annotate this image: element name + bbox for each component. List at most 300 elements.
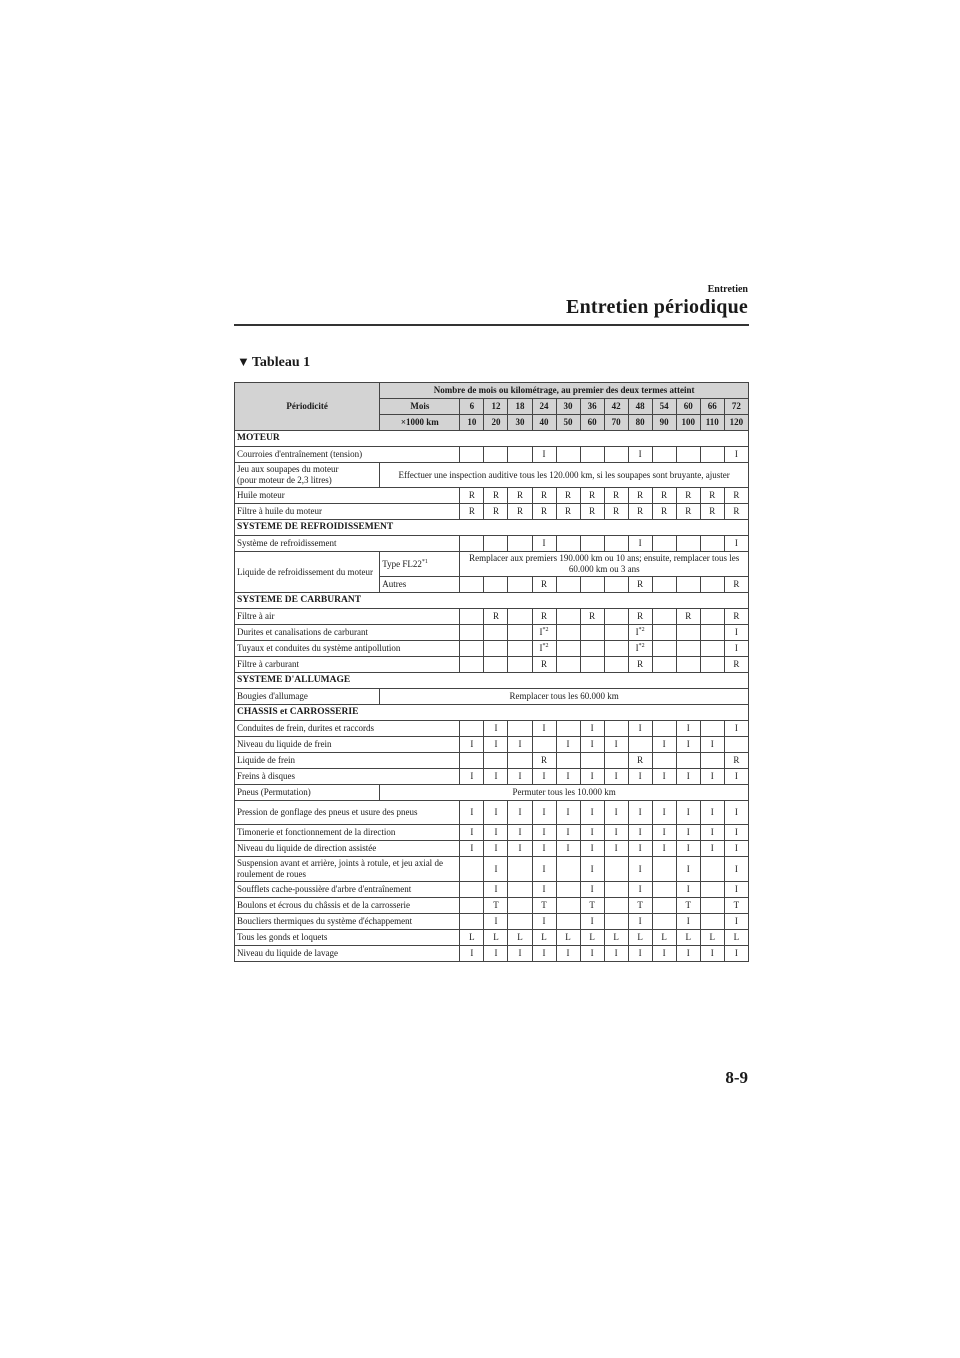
interval-cell	[508, 857, 532, 882]
item-label: Boulons et écrous du châssis et de la carrosserie	[235, 898, 460, 914]
interval-cell: T	[532, 898, 556, 914]
interval-cell: I	[484, 721, 508, 737]
interval-cell: I	[460, 801, 484, 825]
interval-cell	[580, 657, 604, 673]
header-row	[235, 383, 749, 399]
interval-cell	[460, 641, 484, 657]
interval-cell: R	[628, 577, 652, 593]
interval-cell: I	[628, 857, 652, 882]
interval-cell: I	[628, 769, 652, 785]
interval-cell: I	[460, 737, 484, 753]
months-value: 30	[556, 399, 580, 415]
interval-cell	[652, 447, 676, 463]
interval-cell	[676, 536, 700, 552]
interval-cell: I	[700, 769, 724, 785]
interval-cell	[508, 721, 532, 737]
interval-cell	[556, 625, 580, 641]
interval-cell: I	[604, 946, 628, 962]
interval-cell: I	[508, 769, 532, 785]
interval-cell: I	[484, 801, 508, 825]
interval-cell	[604, 577, 628, 593]
interval-cell: R	[532, 657, 556, 673]
interval-cell: I	[532, 447, 556, 463]
interval-cell: T	[484, 898, 508, 914]
interval-cell	[508, 625, 532, 641]
interval-cell	[532, 737, 556, 753]
months-value: 12	[484, 399, 508, 415]
interval-cell: R	[628, 488, 652, 504]
interval-cell	[508, 447, 532, 463]
km-value: 100	[676, 415, 700, 431]
section-row	[235, 705, 749, 721]
interval-cell	[556, 447, 580, 463]
section-row	[235, 520, 749, 536]
km-value: 120	[724, 415, 748, 431]
item-label: Durites et canalisations de carburant	[235, 625, 460, 641]
interval-cell: I	[652, 946, 676, 962]
item-label: Liquide de frein	[235, 753, 460, 769]
interval-cell: R	[508, 488, 532, 504]
interval-cell: I	[724, 625, 748, 641]
interval-cell	[700, 577, 724, 593]
months-label: Mois	[380, 399, 460, 415]
interval-cell	[652, 882, 676, 898]
interval-cell	[676, 753, 700, 769]
interval-cell: R	[724, 609, 748, 625]
interval-cell: R	[676, 488, 700, 504]
interval-cell	[604, 536, 628, 552]
interval-cell: I	[724, 769, 748, 785]
section-row	[235, 431, 749, 447]
interval-cell	[652, 898, 676, 914]
interval-cell: L	[484, 930, 508, 946]
interval-cell	[508, 609, 532, 625]
interval-cell: I	[532, 721, 556, 737]
interval-cell	[652, 625, 676, 641]
interval-cell: R	[580, 488, 604, 504]
interval-cell: I	[508, 946, 532, 962]
interval-cell: I	[556, 737, 580, 753]
interval-cell: I	[508, 801, 532, 825]
interval-cell	[724, 737, 748, 753]
item-label: Conduites de frein, durites et raccords	[235, 721, 460, 737]
section-title: SYSTEME D'ALLUMAGE	[235, 673, 749, 689]
interval-cell: I	[724, 825, 748, 841]
section-title: SYSTEME DE REFROIDISSEMENT	[235, 520, 749, 536]
interval-cell: I	[580, 946, 604, 962]
interval-cell: I	[724, 447, 748, 463]
section-title: SYSTEME DE CARBURANT	[235, 593, 749, 609]
interval-cell: R	[604, 504, 628, 520]
interval-cell: I	[532, 769, 556, 785]
interval-cell: R	[724, 657, 748, 673]
interval-cell: I	[628, 914, 652, 930]
interval-cell: I	[724, 801, 748, 825]
interval-cell	[700, 609, 724, 625]
km-value: 80	[628, 415, 652, 431]
item-label: Boucliers thermiques du système d'échappement	[235, 914, 460, 930]
interval-cell: L	[532, 930, 556, 946]
interval-cell	[556, 898, 580, 914]
interval-cell: R	[628, 657, 652, 673]
interval-cell	[580, 447, 604, 463]
interval-cell	[700, 447, 724, 463]
interval-cell: R	[508, 504, 532, 520]
interval-cell	[604, 641, 628, 657]
maintenance-table	[234, 382, 749, 962]
interval-cell	[460, 857, 484, 882]
table-row	[235, 930, 749, 946]
interval-cell: $I^{*2}$	[532, 625, 556, 641]
table-row	[235, 841, 749, 857]
footnote-marker: *2	[542, 627, 549, 633]
item-label: Liquide de refroidissement du moteur	[235, 552, 380, 593]
item-label: Soufflets cache-poussière d'arbre d'entraînement	[235, 882, 460, 898]
interval-cell	[676, 577, 700, 593]
months-value: 48	[628, 399, 652, 415]
page-number: 8-9	[725, 1068, 748, 1087]
interval-cell: I	[580, 882, 604, 898]
interval-cell	[556, 641, 580, 657]
interval-cell: L	[604, 930, 628, 946]
interval-cell	[460, 914, 484, 930]
interval-cell	[676, 625, 700, 641]
interval-cell: I	[508, 841, 532, 857]
interval-cell: R	[484, 504, 508, 520]
item-label: Jeu aux soupapes du moteur (pour moteur de 2,3 litres)	[235, 463, 380, 488]
interval-cell: I	[532, 825, 556, 841]
interval-cell: I	[460, 841, 484, 857]
item-label: Pneus (Permutation)	[235, 785, 380, 801]
interval-cell: R	[556, 504, 580, 520]
table-row	[235, 769, 749, 785]
interval-cell: L	[700, 930, 724, 946]
interval-cell: I	[676, 737, 700, 753]
interval-cell	[508, 577, 532, 593]
interval-cell: I	[460, 825, 484, 841]
interval-cell	[700, 898, 724, 914]
interval-cell	[604, 625, 628, 641]
interval-note: Permuter tous les 10.000 km	[380, 785, 749, 801]
interval-cell: L	[676, 930, 700, 946]
interval-cell: I	[580, 721, 604, 737]
interval-cell: T	[724, 898, 748, 914]
interval-cell: I	[580, 769, 604, 785]
interval-cell: R	[724, 488, 748, 504]
interval-cell: I	[676, 801, 700, 825]
interval-cell	[700, 914, 724, 930]
interval-cell	[580, 536, 604, 552]
interval-cell: I	[604, 801, 628, 825]
interval-cell	[604, 721, 628, 737]
interval-cell: I	[628, 447, 652, 463]
table-row	[235, 689, 749, 705]
interval-cell	[556, 657, 580, 673]
interval-cell: I	[556, 825, 580, 841]
interval-cell: T	[628, 898, 652, 914]
interval-cell	[604, 657, 628, 673]
table-row	[235, 801, 749, 825]
interval-cell: R	[556, 488, 580, 504]
periodicite-header: Périodicité	[235, 383, 380, 431]
interval-cell: L	[508, 930, 532, 946]
interval-cell	[556, 536, 580, 552]
interval-cell	[604, 753, 628, 769]
interval-cell: R	[724, 577, 748, 593]
interval-cell: I	[484, 825, 508, 841]
interval-cell: R	[652, 504, 676, 520]
interval-cell: I	[580, 857, 604, 882]
interval-cell	[484, 577, 508, 593]
item-label: Tous les gonds et loquets	[235, 930, 460, 946]
interval-cell: I	[676, 857, 700, 882]
months-value: 66	[700, 399, 724, 415]
footnote-marker: *1	[421, 558, 428, 565]
interval-cell: R	[532, 753, 556, 769]
interval-cell: L	[556, 930, 580, 946]
interval-cell	[628, 737, 652, 753]
km-value: 50	[556, 415, 580, 431]
item-label: Pression de gonflage des pneus et usure des pneus	[235, 801, 460, 825]
interval-cell: I	[508, 825, 532, 841]
interval-cell	[652, 657, 676, 673]
interval-cell	[700, 641, 724, 657]
interval-cell: R	[604, 488, 628, 504]
page-title: Entretien périodique	[566, 296, 748, 318]
item-label: Filtre à air	[235, 609, 460, 625]
interval-cell	[556, 753, 580, 769]
interval-cell	[556, 914, 580, 930]
interval-cell: R	[460, 504, 484, 520]
interval-cell	[484, 625, 508, 641]
interval-cell: I	[676, 769, 700, 785]
km-value: 10	[460, 415, 484, 431]
table-row	[235, 536, 749, 552]
interval-cell: I	[724, 914, 748, 930]
interval-cell: R	[532, 488, 556, 504]
item-label: Freins à disques	[235, 769, 460, 785]
km-value: 110	[700, 415, 724, 431]
interval-cell	[652, 641, 676, 657]
interval-cell: I	[604, 841, 628, 857]
interval-cell: R	[724, 753, 748, 769]
interval-cell	[484, 657, 508, 673]
interval-cell: I	[580, 914, 604, 930]
interval-cell: I	[700, 825, 724, 841]
interval-note: Remplacer aux premiers 190.000 km ou 10 ans; ensuite, remplacer tous les 60.000 km ou 3 ans	[460, 552, 749, 577]
item-label: Suspension avant et arrière, joints à rotule, et jeu axial de roulement de roues	[235, 857, 460, 882]
interval-cell: I	[484, 737, 508, 753]
interval-cell: I	[724, 857, 748, 882]
interval-cell	[460, 882, 484, 898]
interval-cell	[460, 577, 484, 593]
interval-cell: R	[700, 488, 724, 504]
interval-cell	[484, 753, 508, 769]
interval-cell: I	[628, 882, 652, 898]
interval-cell: I	[484, 914, 508, 930]
interval-cell	[460, 753, 484, 769]
interval-cell: $I^{*2}$	[628, 641, 652, 657]
interval-cell	[676, 447, 700, 463]
section-row	[235, 673, 749, 689]
interval-cell	[652, 857, 676, 882]
item-label: Courroies d'entraînement (tension)	[235, 447, 460, 463]
interval-cell: I	[700, 737, 724, 753]
km-value: 60	[580, 415, 604, 431]
interval-cell: I	[508, 737, 532, 753]
item-label: Huile moteur	[235, 488, 460, 504]
item-label: Timonerie et fonctionnement de la direction	[235, 825, 460, 841]
interval-cell	[508, 882, 532, 898]
interval-cell: I	[484, 769, 508, 785]
interval-cell: I	[628, 825, 652, 841]
interval-cell: I	[700, 946, 724, 962]
interval-cell	[460, 447, 484, 463]
interval-cell: I	[604, 825, 628, 841]
interval-cell	[604, 882, 628, 898]
interval-cell: I	[628, 721, 652, 737]
table-row	[235, 721, 749, 737]
interval-cell: L	[652, 930, 676, 946]
interval-cell: T	[580, 898, 604, 914]
interval-cell	[460, 657, 484, 673]
triangle-down-icon: ▼	[237, 354, 250, 369]
interval-cell: I	[460, 946, 484, 962]
interval-cell: I	[604, 737, 628, 753]
interval-cell: R	[628, 753, 652, 769]
interval-cell: I	[724, 841, 748, 857]
interval-cell: R	[580, 609, 604, 625]
interval-cell	[460, 721, 484, 737]
interval-cell: R	[652, 488, 676, 504]
footnote-marker: *2	[542, 643, 549, 649]
interval-cell: I	[556, 841, 580, 857]
interval-cell	[556, 609, 580, 625]
interval-cell: R	[676, 504, 700, 520]
interval-cell: I	[580, 841, 604, 857]
months-value: 6	[460, 399, 484, 415]
item-label: Filtre à huile du moteur	[235, 504, 460, 520]
interval-cell: R	[460, 488, 484, 504]
footnote-marker: *2	[638, 643, 645, 649]
interval-cell	[700, 753, 724, 769]
km-value: 70	[604, 415, 628, 431]
table-row	[235, 825, 749, 841]
item-label: Niveau du liquide de direction assistée	[235, 841, 460, 857]
interval-cell	[508, 898, 532, 914]
table-row	[235, 737, 749, 753]
interval-cell	[508, 657, 532, 673]
interval-cell	[508, 536, 532, 552]
table-row	[235, 641, 749, 657]
interval-cell: I	[724, 536, 748, 552]
interval-cell: I	[700, 841, 724, 857]
table-row	[235, 625, 749, 641]
interval-cell	[556, 577, 580, 593]
item-label: Bougies d'allumage	[235, 689, 380, 705]
table-row	[235, 447, 749, 463]
interval-cell	[652, 721, 676, 737]
interval-cell: I	[580, 801, 604, 825]
interval-cell	[604, 898, 628, 914]
footnote-marker: *2	[638, 627, 645, 633]
months-value: 72	[724, 399, 748, 415]
interval-cell	[700, 882, 724, 898]
item-label: Niveau du liquide de frein	[235, 737, 460, 753]
interval-cell	[700, 857, 724, 882]
interval-cell	[604, 609, 628, 625]
table-row	[235, 946, 749, 962]
interval-cell: I	[628, 801, 652, 825]
interval-cell	[652, 914, 676, 930]
interval-cell: I	[628, 536, 652, 552]
section-title: CHASSIS et CARROSSERIE	[235, 705, 749, 721]
table-row	[235, 609, 749, 625]
table-row	[235, 785, 749, 801]
interval-cell: R	[532, 577, 556, 593]
interval-cell: I	[484, 857, 508, 882]
interval-cell: I	[556, 946, 580, 962]
interval-cell: I	[700, 801, 724, 825]
interval-cell	[700, 657, 724, 673]
interval-cell: I	[724, 721, 748, 737]
interval-cell: I	[652, 825, 676, 841]
table-row	[235, 552, 749, 577]
interval-cell	[580, 625, 604, 641]
table-title	[237, 354, 310, 371]
interval-cell	[700, 721, 724, 737]
months-value: 36	[580, 399, 604, 415]
item-label: Système de refroidissement	[235, 536, 460, 552]
interval-cell	[700, 536, 724, 552]
interval-note: Remplacer tous les 60.000 km	[380, 689, 749, 705]
interval-cell: R	[676, 609, 700, 625]
table-row	[235, 753, 749, 769]
months-value: 54	[652, 399, 676, 415]
sub-label: Type FL22$^{*1}$	[380, 552, 460, 577]
interval-cell	[652, 753, 676, 769]
km-value: 20	[484, 415, 508, 431]
interval-cell: I	[628, 946, 652, 962]
interval-cell	[580, 641, 604, 657]
interval-cell: I	[532, 882, 556, 898]
interval-cell: R	[532, 609, 556, 625]
interval-cell	[580, 753, 604, 769]
interval-cell: I	[676, 914, 700, 930]
interval-cell: I	[580, 737, 604, 753]
interval-cell	[556, 721, 580, 737]
interval-cell: I	[676, 882, 700, 898]
table-title-text: Tableau 1	[251, 355, 311, 370]
item-label: Filtre à carburant	[235, 657, 460, 673]
table-row	[235, 504, 749, 520]
interval-cell	[676, 641, 700, 657]
interval-cell	[460, 536, 484, 552]
interval-cell	[604, 447, 628, 463]
interval-cell: I	[652, 801, 676, 825]
interval-cell: I	[580, 825, 604, 841]
interval-cell: I	[532, 857, 556, 882]
interval-cell	[652, 536, 676, 552]
interval-cell: I	[676, 825, 700, 841]
section-label: Entretien	[707, 284, 748, 295]
interval-cell: R	[532, 504, 556, 520]
interval-cell: $I^{*2}$	[532, 641, 556, 657]
sub-label: Autres	[380, 577, 460, 593]
interval-cell: R	[580, 504, 604, 520]
interval-cell	[556, 857, 580, 882]
interval-cell	[676, 657, 700, 673]
